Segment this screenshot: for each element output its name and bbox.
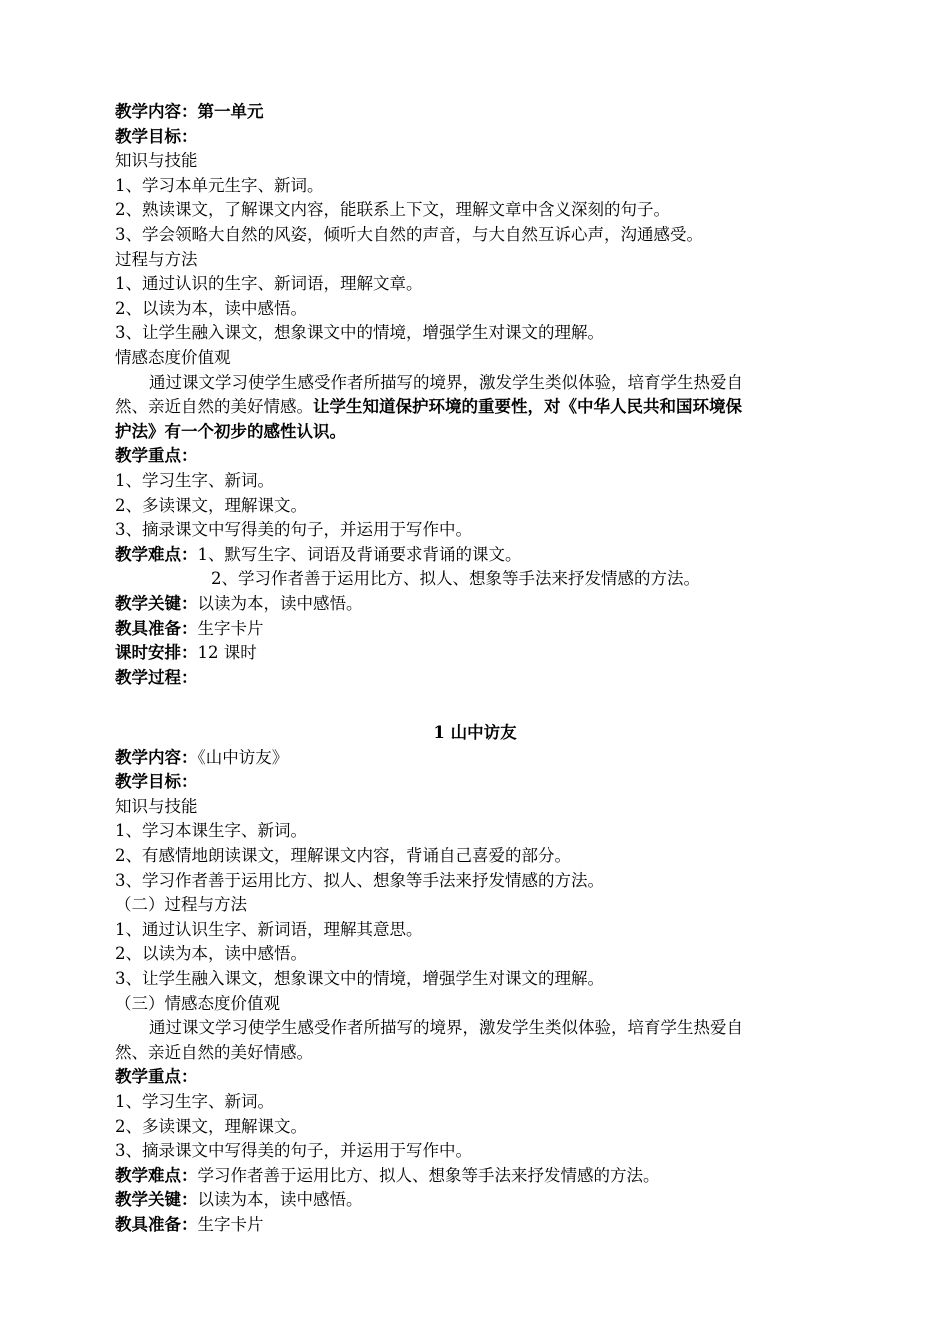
lesson-knowledge-item: 2、有感情地朗读课文，理解课文内容，背诵自己喜爱的部分。 — [115, 846, 571, 865]
unit-emotion-bold: 让学生知道保护环境的重要性，对《中华人民共和国环境保 — [313, 397, 742, 417]
lesson-key-label: 教学重点： — [115, 1067, 198, 1087]
unit-tools-label: 教具准备： — [115, 618, 198, 638]
unit-key-item: 3、摘录课文中写得美的句子，并运用于写作中。 — [115, 520, 472, 540]
lesson-emotion-line: 然、亲近自然的美好情感。 — [115, 1042, 313, 1062]
lesson-content-label: 教学内容： — [115, 747, 198, 767]
lesson-process-item: 2、以读为本，读中感悟。 — [115, 944, 307, 964]
unit-schedule-value: 12 课时 — [197, 643, 257, 663]
lesson-crux-value: 以读为本，读中感悟。 — [197, 1190, 363, 1210]
unit-knowledge-heading: 知识与技能 — [115, 151, 198, 171]
unit-emotion-line: 通过课文学习使学生感受作者所描写的境界，激发学生类似体验，培育学生热爱自 — [149, 372, 743, 392]
unit-schedule-label: 课时安排： — [115, 643, 198, 663]
lesson-tools-label: 教具准备： — [115, 1215, 198, 1234]
lesson-knowledge-item: 1、学习本课生字、新词。 — [115, 821, 307, 841]
unit-content-line — [115, 100, 865, 125]
lesson-emotion-line: 通过课文学习使学生感受作者所描写的境界，激发学生类似体验，培育学生热爱自 — [149, 1018, 743, 1038]
unit-crux-label: 教学关键： — [115, 594, 198, 613]
lesson-process-item: 1、通过认识生字、新词语，理解其意思。 — [115, 919, 423, 939]
unit-content-label: 教学内容： — [115, 102, 198, 121]
lesson-goals-label: 教学目标： — [115, 772, 198, 792]
lesson-key-item: 2、多读课文，理解课文。 — [115, 1116, 307, 1136]
unit-process-item: 1、通过认识的生字、新词语，理解文章。 — [115, 274, 423, 294]
lesson-key-item: 3、摘录课文中写得美的句子，并运用于写作中。 — [115, 1141, 472, 1161]
unit-difficulty-2: 2、学习作者善于运用比方、拟人、想象等手法来抒发情感的方法。 — [211, 569, 700, 589]
unit-tools-line — [115, 617, 865, 642]
unit-content-value: 第一单元 — [197, 102, 264, 121]
lesson-process-heading: （二）过程与方法 — [115, 895, 247, 915]
unit-difficulty-line — [115, 543, 865, 568]
unit-difficulty-1: 1、默写生字、词语及背诵要求背诵的课文。 — [197, 544, 522, 564]
lesson-content-value: 《山中访友》 — [197, 747, 289, 767]
lesson-difficulty-label: 教学难点： — [115, 1165, 198, 1185]
unit-key-item: 2、多读课文，理解课文。 — [115, 495, 307, 515]
lesson-knowledge-item: 3、学习作者善于运用比方、拟人、想象等手法来抒发情感的方法。 — [115, 870, 604, 890]
unit-difficulty-label: 教学难点： — [115, 544, 198, 564]
lesson-difficulty-line — [115, 1164, 865, 1189]
unit-crux-value: 以读为本，读中感悟。 — [197, 594, 363, 613]
unit-process-item: 3、让学生融入课文，想象课文中的情境，增强学生对课文的理解。 — [115, 323, 604, 343]
unit-emotion-normal: 然、亲近自然的美好情感。 — [115, 397, 313, 417]
lesson-content-line — [115, 746, 865, 771]
unit-knowledge-item: 1、学习本单元生字、新词。 — [115, 175, 324, 195]
unit-process-heading: 过程与方法 — [115, 249, 198, 269]
unit-procedure-label: 教学过程： — [115, 667, 198, 687]
lesson-crux-label: 教学关键： — [115, 1190, 198, 1210]
unit-key-item: 1、学习生字、新词。 — [115, 471, 274, 490]
lesson-title: 1 山中访友 — [433, 723, 517, 742]
unit-goals-label: 教学目标： — [115, 126, 198, 146]
unit-emotion-heading: 情感态度价值观 — [115, 348, 231, 367]
unit-tools-value: 生字卡片 — [197, 618, 264, 638]
lesson-tools-line — [115, 1213, 865, 1238]
unit-knowledge-item: 3、学会领略大自然的风姿，倾听大自然的声音，与大自然互诉心声，沟通感受。 — [115, 225, 703, 244]
lesson-crux-line — [115, 1188, 865, 1213]
lesson-emotion-heading: （三）情感态度价值观 — [115, 993, 280, 1013]
unit-key-label: 教学重点： — [115, 446, 198, 466]
unit-schedule-line — [115, 641, 865, 666]
unit-process-item: 2、以读为本，读中感悟。 — [115, 298, 307, 318]
lesson-process-item: 3、让学生融入课文，想象课文中的情境，增强学生对课文的理解。 — [115, 969, 604, 988]
unit-emotion-line — [115, 395, 865, 420]
unit-emotion-bold-line: 护法》有一个初步的感性认识。 — [115, 421, 346, 441]
lesson-tools-value: 生字卡片 — [197, 1215, 264, 1234]
lesson-knowledge-heading: 知识与技能 — [115, 796, 198, 816]
lesson-key-item: 1、学习生字、新词。 — [115, 1092, 274, 1111]
unit-crux-line — [115, 592, 865, 617]
unit-knowledge-item: 2、熟读课文，了解课文内容，能联系上下文，理解文章中含义深刻的句子。 — [115, 200, 670, 220]
lesson-difficulty-value: 学习作者善于运用比方、拟人、想象等手法来抒发情感的方法。 — [197, 1165, 660, 1185]
